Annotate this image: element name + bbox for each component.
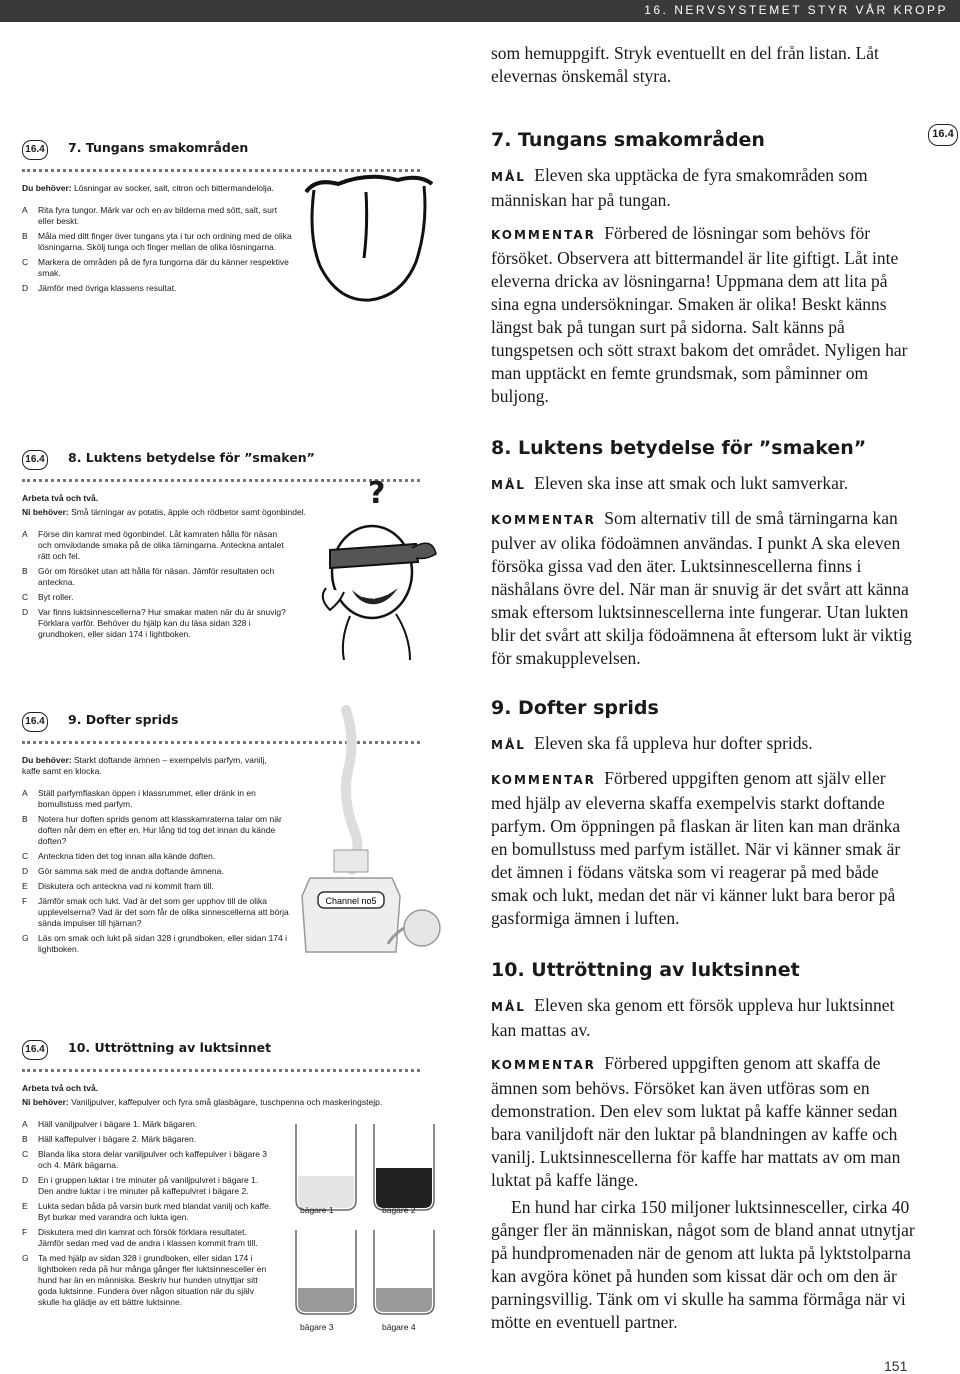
side-badge: 16.4	[928, 124, 958, 146]
worksheet-title: 10. Uttröttning av luktsinnet	[68, 1040, 272, 1055]
teacher-section-10	[491, 958, 916, 1344]
worksheet-badge: 16.4	[22, 1040, 48, 1060]
tongue-illustration	[298, 166, 438, 306]
materials-line: Ni behöver: Små tärningar av potatis, äpple och rödbetor samt ögonbindel.	[22, 507, 306, 517]
step-c: C Blanda lika stora delar vaniljpulver och kaffepulver i bägare 3 och 4. Märk bägarna.	[22, 1149, 268, 1170]
step-e: E Lukta sedan båda på varsin burk med blandat vanilj och kaffe. Byt burkar med varandra och lukta igen.	[22, 1201, 272, 1222]
step-b: B Notera hur doften sprids genom att klasskamraterna talar om när doften når dem en efter en. Hur lång tid tog det innan du kände doften?	[22, 814, 282, 846]
step-d: D Jämför med övriga klassens resultat.	[22, 283, 177, 293]
dog-paragraph: En hund har cirka 150 miljoner luktsinnesceller, cirka 40 gånger fler än människan, något som de bland annat utnytjar på hundpromenaden när de genom att lukta på lyktstolparna kan avgöra könet på hunden som kissat där och om den är parningsvillig. Tänk om vi skulle ha samma förmåga när vi mötte en eventuell partner.	[491, 1197, 915, 1332]
section-heading: 10. Uttröttning av luktsinnet	[491, 959, 800, 981]
chapter-title: 16. NERVSYSTEMET STYR VÅR KROPP	[644, 3, 948, 17]
step-g: G Ta med hjälp av sidan 328 i grundboken, eller sidan 174 i lightboken reda på hur många gånger fler luktsinnesceller en hund har än en människa. Beskriv hur hunden utnyttjar sitt goda luktsinne. Fundera över någon situation när du själv skulle ha glädje av ett bättre luktsinne.	[22, 1253, 267, 1307]
step-a: A Rita fyra tungor. Märk var och en av bilderna med sött, salt, surt eller beskt.	[22, 205, 278, 226]
bottle-label: Channel no5	[325, 896, 377, 906]
beaker-2-caption: bägare 2	[382, 1205, 416, 1215]
beaker-1-caption: bägare 1	[300, 1205, 334, 1215]
worksheet-badge: 16.4	[22, 140, 48, 160]
comment-paragraph: KOMMENTAR Förbered uppgiften genom att skaffa de ämnen som behövs. Försöket kan även utföras som en demonstration. Den elev som luktat på kaffe känner sedan bara vaniljdoft när den luktar på blandningen av kaffe och vanilj. Luktsinnescellerna för kaffe har mattats av om man luktat på kaffe länge.	[491, 1053, 901, 1190]
step-b: B Gör om försöket utan att hålla för näsan. Jämför resultaten och anteckna.	[22, 566, 275, 587]
teacher-section-8	[491, 436, 916, 680]
worksheet-badge: 16.4	[22, 712, 48, 732]
step-f: F Jämför smak och lukt. Vad är det som ger upphov till de olika upplevelserna? Vad är det som får de olika sinnescellerna att börja sända impulser till hjärnan?	[22, 896, 289, 928]
dotted-divider	[22, 1069, 420, 1072]
blindfolded-person-illustration	[300, 510, 440, 660]
materials-line: Du behöver: Lösningar av socker, salt, citron och bittermandelolja.	[22, 183, 274, 193]
dotted-divider	[22, 479, 420, 482]
page-number: 151	[884, 1358, 908, 1374]
header-bar	[0, 0, 960, 22]
materials-line: Du behöver: Starkt doftande ämnen – exempelvis parfym, vanilj, kaffe samt en klocka.	[22, 755, 267, 776]
goal-paragraph: MÅL Eleven ska genom ett försök uppleva hur luktsinnet kan mattas av.	[491, 995, 895, 1040]
step-d: D En i gruppen luktar i tre minuter på vaniljpulvret i bägare 1. Den andre luktar i tre minuter på kaffepulvret i bägare 2.	[22, 1175, 259, 1196]
beaker-4-caption: bägare 4	[382, 1322, 416, 1332]
worksheet-title: 7. Tungans smakområden	[68, 140, 249, 155]
worksheet-title: 8. Luktens betydelse för ”smaken”	[68, 450, 315, 465]
step-b: B Måla med ditt finger över tungans yta i tur och ordning med de olika lösningarna. Skölj tunga och finger mellan de olika lösningarna.	[22, 231, 292, 252]
question-mark: ?	[368, 476, 386, 511]
worksheet-title: 9. Dofter sprids	[68, 712, 179, 727]
step-b: B Häll kaffepulver i bägare 2. Märk bägaren.	[22, 1134, 197, 1144]
step-c: C Markera de områden på de fyra tungorna där du känner respektive smak.	[22, 257, 289, 278]
beaker-3-caption: bägare 3	[300, 1322, 334, 1332]
goal-paragraph: MÅL Eleven ska upptäcka de fyra smakområden som människan har på tungan.	[491, 165, 868, 210]
section-heading: 7. Tungans smakområden	[491, 129, 765, 151]
teacher-section-9	[491, 696, 916, 940]
pair-work-line: Arbeta två och två.	[22, 1083, 99, 1093]
comment-paragraph: KOMMENTAR Förbered uppgiften genom att själv eller med hjälp av eleverna skaffa exempelvis starkt doftande parfym. Om öppningen på flaskan är liten kan man dränka en bomullstuss med parfym istället. När vi känner smak är det ämnen i födans vätska som vi reagerar på med både smak och lukt, medan det när vi känner lukt bara beror på gasformiga ämnen i luften.	[491, 768, 901, 928]
step-c: C Anteckna tiden det tog innan alla kände doften.	[22, 851, 216, 861]
step-c: C Byt roller.	[22, 592, 74, 602]
comment-paragraph: KOMMENTAR Som alternativ till de små tärningarna kan pulver av olika födoämnen användas. I punkt A ska eleven försöka gissa vad den äter. Luktsinnescellerna finns i näshålans övre del. När man är snuvig är det svårt att känna smak eftersom luktsinnescellerna inte fungerar. Utan lukten blir det svårt att skilja födoämnena åt eftersom lukt är viktig för smakupplevelsen.	[491, 508, 912, 668]
beakers-illustration	[290, 1120, 440, 1320]
worksheet-badge: 16.4	[22, 450, 48, 470]
step-f: F Diskutera med din kamrat och försök förklara resultatet. Jämför sedan med vad de andra i klassen kommit fram till.	[22, 1227, 258, 1248]
intro-text: som hemuppgift. Stryk eventuellt en del från listan. Låt elevernas önskemål styra.	[491, 43, 879, 86]
perfume-bottle-illustration	[296, 700, 446, 980]
beaker-2	[374, 1124, 434, 1210]
step-a: A Ställ parfymflaskan öppen i klassrummet, eller dränk in en bomullstuss med parfym.	[22, 788, 256, 809]
goal-paragraph: MÅL Eleven ska inse att smak och lukt samverkar.	[491, 473, 849, 493]
beaker-1	[296, 1124, 356, 1210]
pair-work-line: Arbeta två och två.	[22, 493, 99, 503]
beaker-4	[374, 1230, 434, 1314]
step-a: A Förse din kamrat med ögonbindel. Låt kamraten hålla för näsan och omväxlande smaka på de olika tärningarna. Anteckna antalet rätt och fel.	[22, 529, 284, 561]
step-d: D Gör samma sak med de andra doftande ämnena.	[22, 866, 224, 876]
step-a: A Häll vaniljpulver i bägare 1. Märk bägaren.	[22, 1119, 198, 1129]
comment-paragraph: KOMMENTAR Förbered de lösningar som behövs för försöket. Observera att bittermandel är lite giftigt. Låt inte eleverna dricka av lösningarna! Uppmana dem att lita på sina egna undersökningar. Smaken är olika! Beskt känns längst bak på tungan surt på sidorna. Salt känns på tungspetsen och sött straxt bakom det området. Nyligen har man upptäckt en femte grundsmak, som påminner om buljong.	[491, 223, 908, 406]
materials-line: Ni behöver: Vaniljpulver, kaffepulver och fyra små glasbägare, tuschpenna och maskeringstejp.	[22, 1097, 383, 1107]
step-d: D Var finns luktsinnescellerna? Hur smakar maten när du är snuvig? Förklara varför. Behöver du hjälp kan du läsa sidan 328 i grundboken, eller sidan 174 i lightboken.	[22, 607, 286, 639]
beaker-3	[296, 1230, 356, 1314]
teacher-section-7	[491, 128, 916, 418]
goal-paragraph: MÅL Eleven ska få uppleva hur dofter sprids.	[491, 733, 813, 753]
section-heading: 8. Luktens betydelse för ”smaken”	[491, 437, 867, 459]
step-e: E Diskutera och anteckna vad ni kommit fram till.	[22, 881, 214, 891]
step-g: G Läs om smak och lukt på sidan 328 i grundboken, eller sidan 174 i lightboken.	[22, 933, 288, 954]
section-heading: 9. Dofter sprids	[491, 697, 659, 719]
